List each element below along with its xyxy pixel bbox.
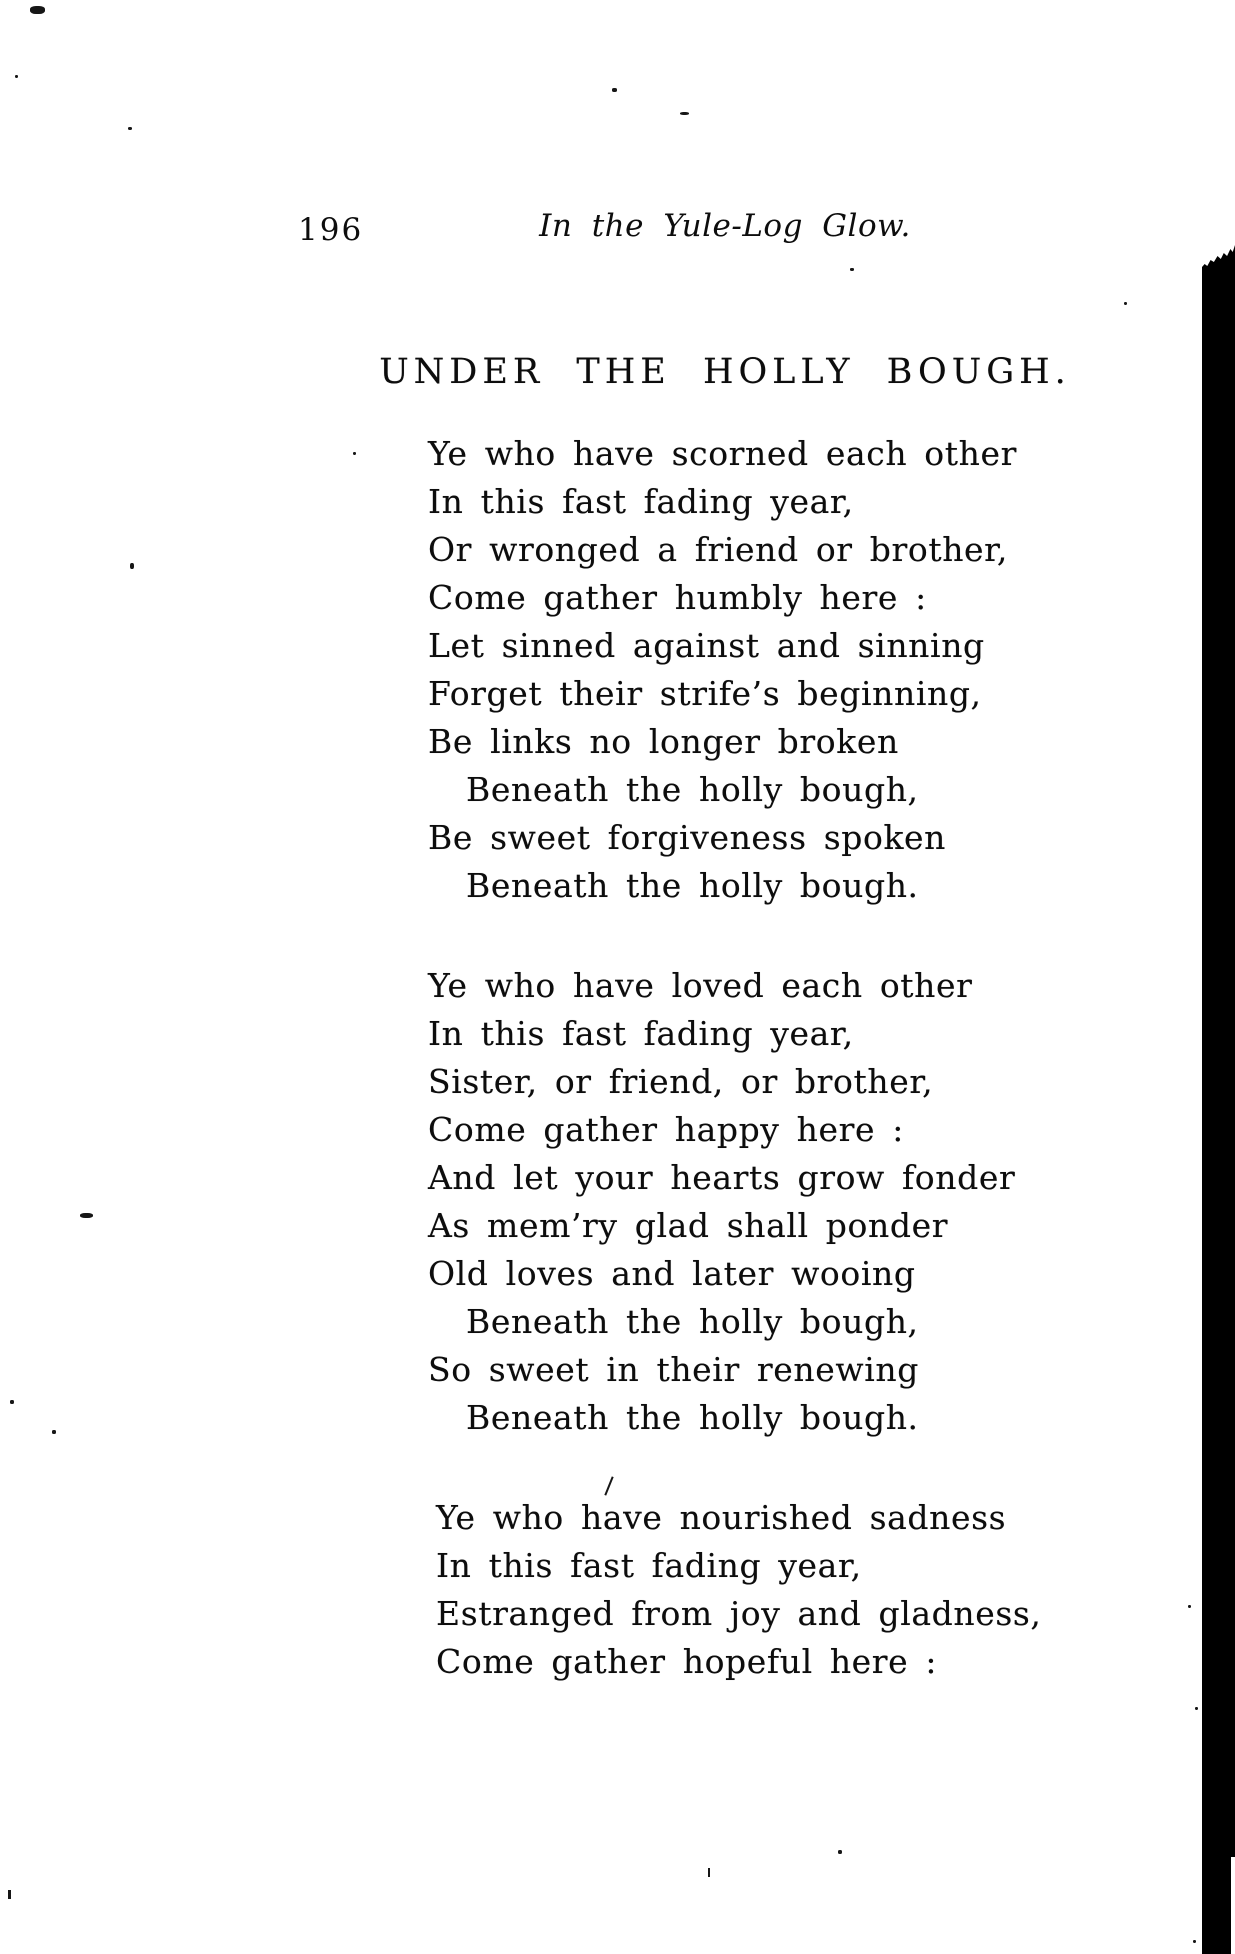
poem-line: Beneath the holly bough.	[466, 866, 919, 905]
poem-line: Beneath the holly bough,	[466, 770, 919, 809]
poem-line: In this fast fading year,	[436, 1546, 862, 1585]
poem-line: As mem’ry glad shall ponder	[428, 1206, 949, 1245]
poem-stanza-3	[436, 1494, 1076, 1686]
scan-artifact	[353, 452, 356, 455]
scan-artifact	[1195, 1707, 1198, 1710]
poem-title: UNDER THE HOLLY BOUGH.	[379, 352, 1071, 392]
poem-line: Ye who have nourished sadness	[436, 1498, 1007, 1537]
poem-line: Old loves and later wooing	[428, 1254, 916, 1293]
poem-line: Come gather happy here :	[428, 1110, 904, 1149]
poem-line: In this fast fading year,	[428, 1014, 854, 1053]
scan-artifact	[604, 1476, 613, 1495]
scan-artifact	[850, 268, 854, 271]
scan-edge-strip	[1202, 245, 1235, 1954]
poem-line: Beneath the holly bough.	[466, 1398, 919, 1437]
poem-line: And let your hearts grow fonder	[428, 1158, 1016, 1197]
scan-artifact	[1188, 1605, 1191, 1608]
scan-artifact	[1193, 1940, 1196, 1943]
scan-artifact	[15, 75, 18, 78]
poem-line: Estranged from joy and gladness,	[436, 1594, 1042, 1633]
page-number: 196	[298, 212, 364, 248]
poem-stanza-1	[428, 430, 1068, 910]
poem-line: Come gather humbly here :	[428, 578, 927, 617]
poem-line: Be sweet forgiveness spoken	[428, 818, 947, 857]
poem-line: So sweet in their renewing	[428, 1350, 919, 1389]
scan-artifact	[680, 112, 689, 115]
scan-artifact	[130, 563, 134, 569]
poem-line: Ye who have loved each other	[428, 966, 973, 1005]
poem-line: Or wronged a friend or brother,	[428, 530, 1009, 569]
poem-line: Forget their strife’s beginning,	[428, 674, 982, 713]
scan-edge-notch	[1231, 1857, 1235, 1954]
scan-artifact	[1124, 302, 1127, 305]
scan-artifact	[52, 1430, 56, 1434]
scan-artifact	[30, 6, 45, 14]
poem-line: Beneath the holly bough,	[466, 1302, 919, 1341]
poem-line: Let sinned against and sinning	[428, 626, 985, 665]
poem-line: Sister, or friend, or brother,	[428, 1062, 934, 1101]
poem-line: Be links no longer broken	[428, 722, 899, 761]
scan-artifact	[10, 1400, 14, 1404]
scan-artifact	[8, 1890, 11, 1899]
poem-stanza-2	[428, 962, 1068, 1442]
poem-line: In this fast fading year,	[428, 482, 854, 521]
poem-line: Come gather hopeful here :	[436, 1642, 938, 1681]
scan-artifact	[128, 127, 132, 130]
scan-artifact	[708, 1868, 710, 1877]
running-title: In the Yule-Log Glow.	[539, 208, 911, 244]
scan-artifact	[80, 1213, 93, 1218]
scan-artifact	[612, 88, 617, 92]
scan-artifact	[838, 1850, 842, 1854]
poem-line: Ye who have scorned each other	[428, 434, 1017, 473]
